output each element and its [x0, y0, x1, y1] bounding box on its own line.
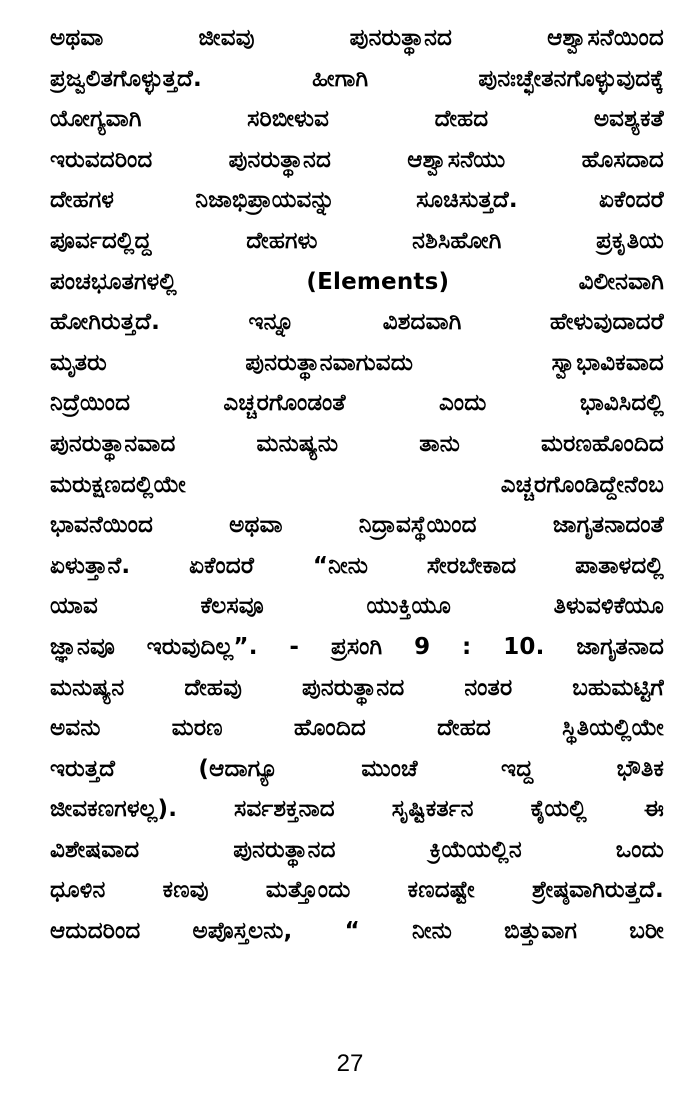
- text-line: ಇರುತ್ತದೆ (ಆದಾಗ್ಯೂ ಮುಂಚೆ ಇದ್ದ ಭೌತಿಕ: [50, 755, 664, 782]
- text-line: ಪುನರುತ್ಥಾನವಾದ ಮನುಷ್ಯನು ತಾನು ಮರಣಹೊಂದಿದ: [50, 430, 664, 457]
- text-line: ದೇಹಗಳ ನಿಜಾಭಿಪ್ರಾಯವನ್ನು ಸೂಚಿಸುತ್ತದೆ. ಏಕೆಂದರೆ: [50, 187, 664, 214]
- text-line: ಮರುಕ್ಷಣದಲ್ಲಿಯೇ ಎಚ್ಚರಗೊಂಡಿದ್ದೇನೆಂಬ: [50, 471, 664, 498]
- text-line: ಭಾವನೆಯಿಂದ ಅಥವಾ ನಿದ್ರಾವಸ್ಥೆಯಿಂದ ಜಾಗೃತನಾದಂತೆ: [50, 512, 664, 539]
- text-line: ಮೃತರು ಪುನರುತ್ಥಾನವಾಗುವದು ಸ್ವಾಭಾವಿಕವಾದ: [50, 349, 664, 376]
- text-line: ಆದುದರಿಂದ ಅಪೊಸ್ತಲನು, “ ನೀನು ಬಿತ್ತುವಾಗ ಬರೀ: [50, 918, 664, 945]
- body-text: [50, 18, 664, 952]
- text-line: ನಿದ್ರೆಯಿಂದ ಎಚ್ಚರಗೊಂಡಂತೆ ಎಂದು ಭಾವಿಸಿದಲ್ಲಿ: [50, 390, 664, 417]
- text-line: ಪಂಚಭೂತಗಳಲ್ಲಿ (Elements) ವಿಲೀನವಾಗಿ: [50, 268, 664, 295]
- text-line: ವಿಶೇಷವಾದ ಪುನರುತ್ಥಾನದ ಕ್ರಿಯೆಯಲ್ಲಿನ ಒಂದು: [50, 836, 664, 863]
- text-line: ಧೂಳಿನ ಕಣವು ಮತ್ತೊಂದು ಕಣದಷ್ಟೇ ಶ್ರೇಷ್ಠವಾಗಿರುತ್ತದೆ.: [50, 877, 664, 904]
- text-line: ಹೋಗಿರುತ್ತದೆ. ಇನ್ನೂ ವಿಶದವಾಗಿ ಹೇಳುವುದಾದರೆ: [50, 309, 664, 336]
- text-line: ಜ್ಞಾನವೂ ಇರುವುದಿಲ್ಲ”. - ಪ್ರಸಂಗಿ 9 : 10. ಜಾಗೃತನಾದ: [50, 633, 664, 660]
- text-line: ಏಳುತ್ತಾನೆ. ಏಕೆಂದರೆ “ನೀನು ಸೇರಬೇಕಾದ ಪಾತಾಳದಲ್ಲಿ: [50, 552, 664, 579]
- text-line: ಮನುಷ್ಯನ ದೇಹವು ಪುನರುತ್ಥಾನದ ನಂತರ ಬಹುಮಟ್ಟಿಗೆ: [50, 674, 664, 701]
- text-line: ಪೂರ್ವದಲ್ಲಿದ್ದ ದೇಹಗಳು ನಶಿಸಿಹೋಗಿ ಪ್ರಕೃತಿಯ: [50, 227, 664, 254]
- text-line: ಅಥವಾ ಜೀವವು ಪುನರುತ್ಥಾನದ ಆಶ್ವಾಸನೆಯಿಂದ: [50, 25, 664, 51]
- text-line: ಅವನು ಮರಣ ಹೊಂದಿದ ದೇಹದ ಸ್ಥಿತಿಯಲ್ಲಿಯೇ: [50, 715, 664, 742]
- text-line: ಜೀವಕಣಗಳಲ್ಲ). ಸರ್ವಶಕ್ತನಾದ ಸೃಷ್ಟಿಕರ್ತನ ಕೈಯಲ್ಲಿ ಈ: [50, 796, 664, 823]
- text-line: ಪ್ರಜ್ವಲಿತಗೊಳ್ಳುತ್ತದೆ. ಹೀಗಾಗಿ ಪುನಃಚ್ಛೇತನಗೊಳ್ಳುವುದಕ್ಕೆ: [50, 65, 664, 92]
- text-line: ಯಾವ ಕೆಲಸವೂ ಯುಕ್ತಿಯೂ ತಿಳುವಳಿಕೆಯೂ: [50, 593, 664, 620]
- text-line: ಇರುವದರಿಂದ ಪುನರುತ್ಥಾನದ ಆಶ್ವಾಸನೆಯು ಹೊಸದಾದ: [50, 146, 664, 173]
- text-line: ಯೋಗ್ಯವಾಗಿ ಸರಿಬೀಳುವ ದೇಹದ ಅವಶ್ಯಕತೆ: [50, 106, 664, 133]
- page-number: 27: [336, 1050, 364, 1077]
